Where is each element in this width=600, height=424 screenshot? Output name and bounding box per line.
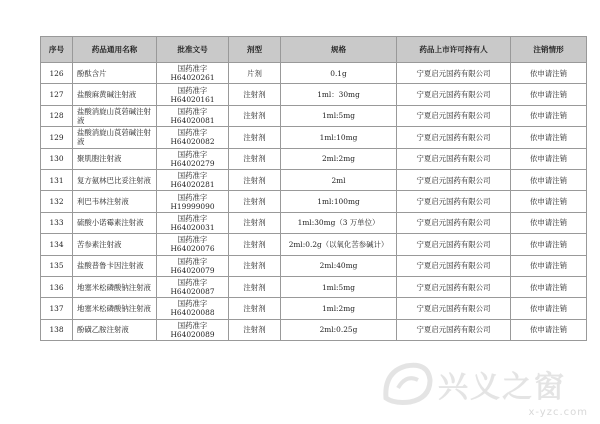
header-specification: 规格 (281, 37, 397, 63)
cell-cancellation-status: 依申请注销 (511, 105, 587, 126)
cell-no: 137 (41, 298, 73, 319)
cell-specification: 1ml:2mg (281, 298, 397, 319)
cell-no: 134 (41, 234, 73, 255)
drug-cancellation-table (40, 36, 587, 341)
cell-cancellation-status: 依申请注销 (511, 169, 587, 190)
cell-cancellation-status: 依申请注销 (511, 127, 587, 148)
cell-approval-number (157, 212, 229, 233)
cell-license-holder: 宁夏启元国药有限公司 (397, 105, 511, 126)
cell-dosage-form: 注射剂 (229, 148, 281, 169)
cell-drug-name: 利巴韦林注射液 (73, 191, 157, 212)
cell-drug-name: 地塞米松磷酸钠注射液 (73, 276, 157, 297)
table-row (41, 234, 587, 255)
cell-cancellation-status: 依申请注销 (511, 84, 587, 105)
table-row (41, 169, 587, 190)
approval-prefix: 国药准字 (177, 149, 208, 159)
cell-cancellation-status: 依申请注销 (511, 255, 587, 276)
cell-specification: 1ml:30mg（3 万单位） (281, 212, 397, 233)
watermark-site: x-yzc.com (528, 407, 588, 418)
cell-dosage-form: 注射剂 (229, 169, 281, 190)
approval-prefix: 国药准字 (177, 213, 208, 223)
table-row (41, 212, 587, 233)
cell-license-holder: 宁夏启元国药有限公司 (397, 127, 511, 148)
cell-no: 126 (41, 63, 73, 84)
table-body (41, 63, 587, 341)
table-row (41, 255, 587, 276)
cell-dosage-form: 注射剂 (229, 191, 281, 212)
approval-code: H64020261 (170, 73, 215, 83)
approval-code: H64020076 (170, 244, 215, 254)
cell-approval-number (157, 105, 229, 126)
cell-license-holder: 宁夏启元国药有限公司 (397, 319, 511, 340)
cell-approval-number (157, 276, 229, 297)
table-row (41, 127, 587, 148)
table-row (41, 319, 587, 340)
table-row (41, 298, 587, 319)
header-cancellation-status: 注销情形 (511, 37, 587, 63)
header-drug-name: 药品通用名称 (73, 37, 157, 63)
approval-prefix: 国药准字 (177, 85, 208, 95)
cell-license-holder: 宁夏启元国药有限公司 (397, 63, 511, 84)
cell-dosage-form: 注射剂 (229, 105, 281, 126)
cell-specification: 2ml:2mg (281, 148, 397, 169)
cell-cancellation-status: 依申请注销 (511, 319, 587, 340)
cell-approval-number (157, 319, 229, 340)
cell-dosage-form: 注射剂 (229, 276, 281, 297)
drug-table-container (40, 36, 586, 341)
cell-approval-number (157, 234, 229, 255)
cell-dosage-form: 注射剂 (229, 84, 281, 105)
cell-drug-name: 硫酸小诺霉素注射液 (73, 212, 157, 233)
cell-specification: 2ml:0.25g (281, 319, 397, 340)
cell-approval-number (157, 298, 229, 319)
table-row (41, 148, 587, 169)
cell-dosage-form: 注射剂 (229, 255, 281, 276)
cell-specification: 1ml:10mg (281, 127, 397, 148)
cell-approval-number (157, 127, 229, 148)
cell-drug-name: 盐酸消旋山莨菪碱注射液 (73, 127, 157, 148)
header-approval-number: 批准文号 (157, 37, 229, 63)
cell-drug-name: 盐酸麻黄碱注射液 (73, 84, 157, 105)
cell-specification: 1ml:5mg (281, 105, 397, 126)
approval-prefix: 国药准字 (177, 278, 208, 288)
approval-code: H64020281 (170, 180, 215, 190)
cell-dosage-form: 注射剂 (229, 234, 281, 255)
table-header-row (41, 37, 587, 63)
cell-dosage-form: 注射剂 (229, 212, 281, 233)
cell-specification: 1ml：30mg (281, 84, 397, 105)
cell-license-holder: 宁夏启元国药有限公司 (397, 276, 511, 297)
cell-specification: 0.1g (281, 63, 397, 84)
cell-license-holder: 宁夏启元国药有限公司 (397, 169, 511, 190)
header-dosage-form: 剂型 (229, 37, 281, 63)
cell-approval-number (157, 169, 229, 190)
cell-specification: 1ml:5mg (281, 276, 397, 297)
cell-dosage-form: 注射剂 (229, 319, 281, 340)
cell-no: 133 (41, 212, 73, 233)
table-row (41, 63, 587, 84)
cell-no: 135 (41, 255, 73, 276)
cell-dosage-form: 注射剂 (229, 298, 281, 319)
cell-drug-name: 酚酞含片 (73, 63, 157, 84)
cell-approval-number (157, 191, 229, 212)
cell-no: 138 (41, 319, 73, 340)
approval-prefix: 国药准字 (177, 171, 208, 181)
cell-license-holder: 宁夏启元国药有限公司 (397, 234, 511, 255)
cell-no: 129 (41, 127, 73, 148)
watermark-logo-text: 兴义之窗 (438, 370, 566, 405)
cell-drug-name: 盐酸普鲁卡因注射液 (73, 255, 157, 276)
cell-no: 136 (41, 276, 73, 297)
cell-license-holder: 宁夏启元国药有限公司 (397, 298, 511, 319)
approval-prefix: 国药准字 (177, 192, 208, 202)
cell-drug-name: 聚肌胞注射液 (73, 148, 157, 169)
cell-cancellation-status: 依申请注销 (511, 298, 587, 319)
approval-prefix: 国药准字 (177, 106, 208, 116)
cell-drug-name: 酚磺乙胺注射液 (73, 319, 157, 340)
cell-no: 132 (41, 191, 73, 212)
cell-cancellation-status: 依申请注销 (511, 234, 587, 255)
watermark-logo-icon (380, 358, 434, 406)
approval-code: H64020031 (170, 222, 215, 232)
approval-code: H64020081 (170, 115, 215, 125)
approval-prefix: 国药准字 (177, 235, 208, 245)
cell-no: 128 (41, 105, 73, 126)
approval-code: H64020087 (170, 287, 215, 297)
cell-license-holder: 宁夏启元国药有限公司 (397, 148, 511, 169)
approval-prefix: 国药准字 (177, 64, 208, 74)
site-watermark (380, 354, 590, 418)
approval-code: H64020279 (170, 158, 215, 168)
header-no: 序号 (41, 37, 73, 63)
cell-specification: 1ml:100mg (281, 191, 397, 212)
header-license-holder: 药品上市许可持有人 (397, 37, 511, 63)
cell-approval-number (157, 84, 229, 105)
cell-no: 130 (41, 148, 73, 169)
approval-code: H64020161 (170, 94, 215, 104)
cell-cancellation-status: 依申请注销 (511, 276, 587, 297)
approval-code: H64020088 (170, 308, 215, 318)
approval-code: H19999090 (170, 201, 215, 211)
approval-prefix: 国药准字 (177, 299, 208, 309)
cell-dosage-form: 片剂 (229, 63, 281, 84)
cell-approval-number (157, 148, 229, 169)
cell-approval-number (157, 255, 229, 276)
cell-license-holder: 宁夏启元国药有限公司 (397, 212, 511, 233)
cell-drug-name: 盐酸消旋山莨菪碱注射液 (73, 105, 157, 126)
table-row (41, 276, 587, 297)
cell-drug-name: 地塞米松磷酸钠注射液 (73, 298, 157, 319)
cell-license-holder: 宁夏启元国药有限公司 (397, 255, 511, 276)
cell-specification: 2ml:40mg (281, 255, 397, 276)
cell-cancellation-status: 依申请注销 (511, 212, 587, 233)
cell-cancellation-status: 依申请注销 (511, 191, 587, 212)
cell-specification: 2ml:0.2g（以氧化苦参碱计） (281, 234, 397, 255)
approval-code: H64020079 (170, 265, 215, 275)
cell-license-holder: 宁夏启元国药有限公司 (397, 191, 511, 212)
cell-no: 127 (41, 84, 73, 105)
cell-approval-number (157, 63, 229, 84)
approval-code: H64020082 (170, 137, 215, 147)
table-row (41, 105, 587, 126)
cell-drug-name: 苦参素注射液 (73, 234, 157, 255)
cell-no: 131 (41, 169, 73, 190)
cell-license-holder: 宁夏启元国药有限公司 (397, 84, 511, 105)
cell-cancellation-status: 依申请注销 (511, 63, 587, 84)
approval-code: H64020089 (170, 329, 215, 339)
approval-prefix: 国药准字 (177, 128, 208, 138)
table-row (41, 84, 587, 105)
approval-prefix: 国药准字 (177, 320, 208, 330)
cell-specification: 2ml (281, 169, 397, 190)
cell-dosage-form: 注射剂 (229, 127, 281, 148)
table-row (41, 191, 587, 212)
cell-drug-name: 复方氨林巴比妥注射液 (73, 169, 157, 190)
cell-cancellation-status: 依申请注销 (511, 148, 587, 169)
approval-prefix: 国药准字 (177, 256, 208, 266)
